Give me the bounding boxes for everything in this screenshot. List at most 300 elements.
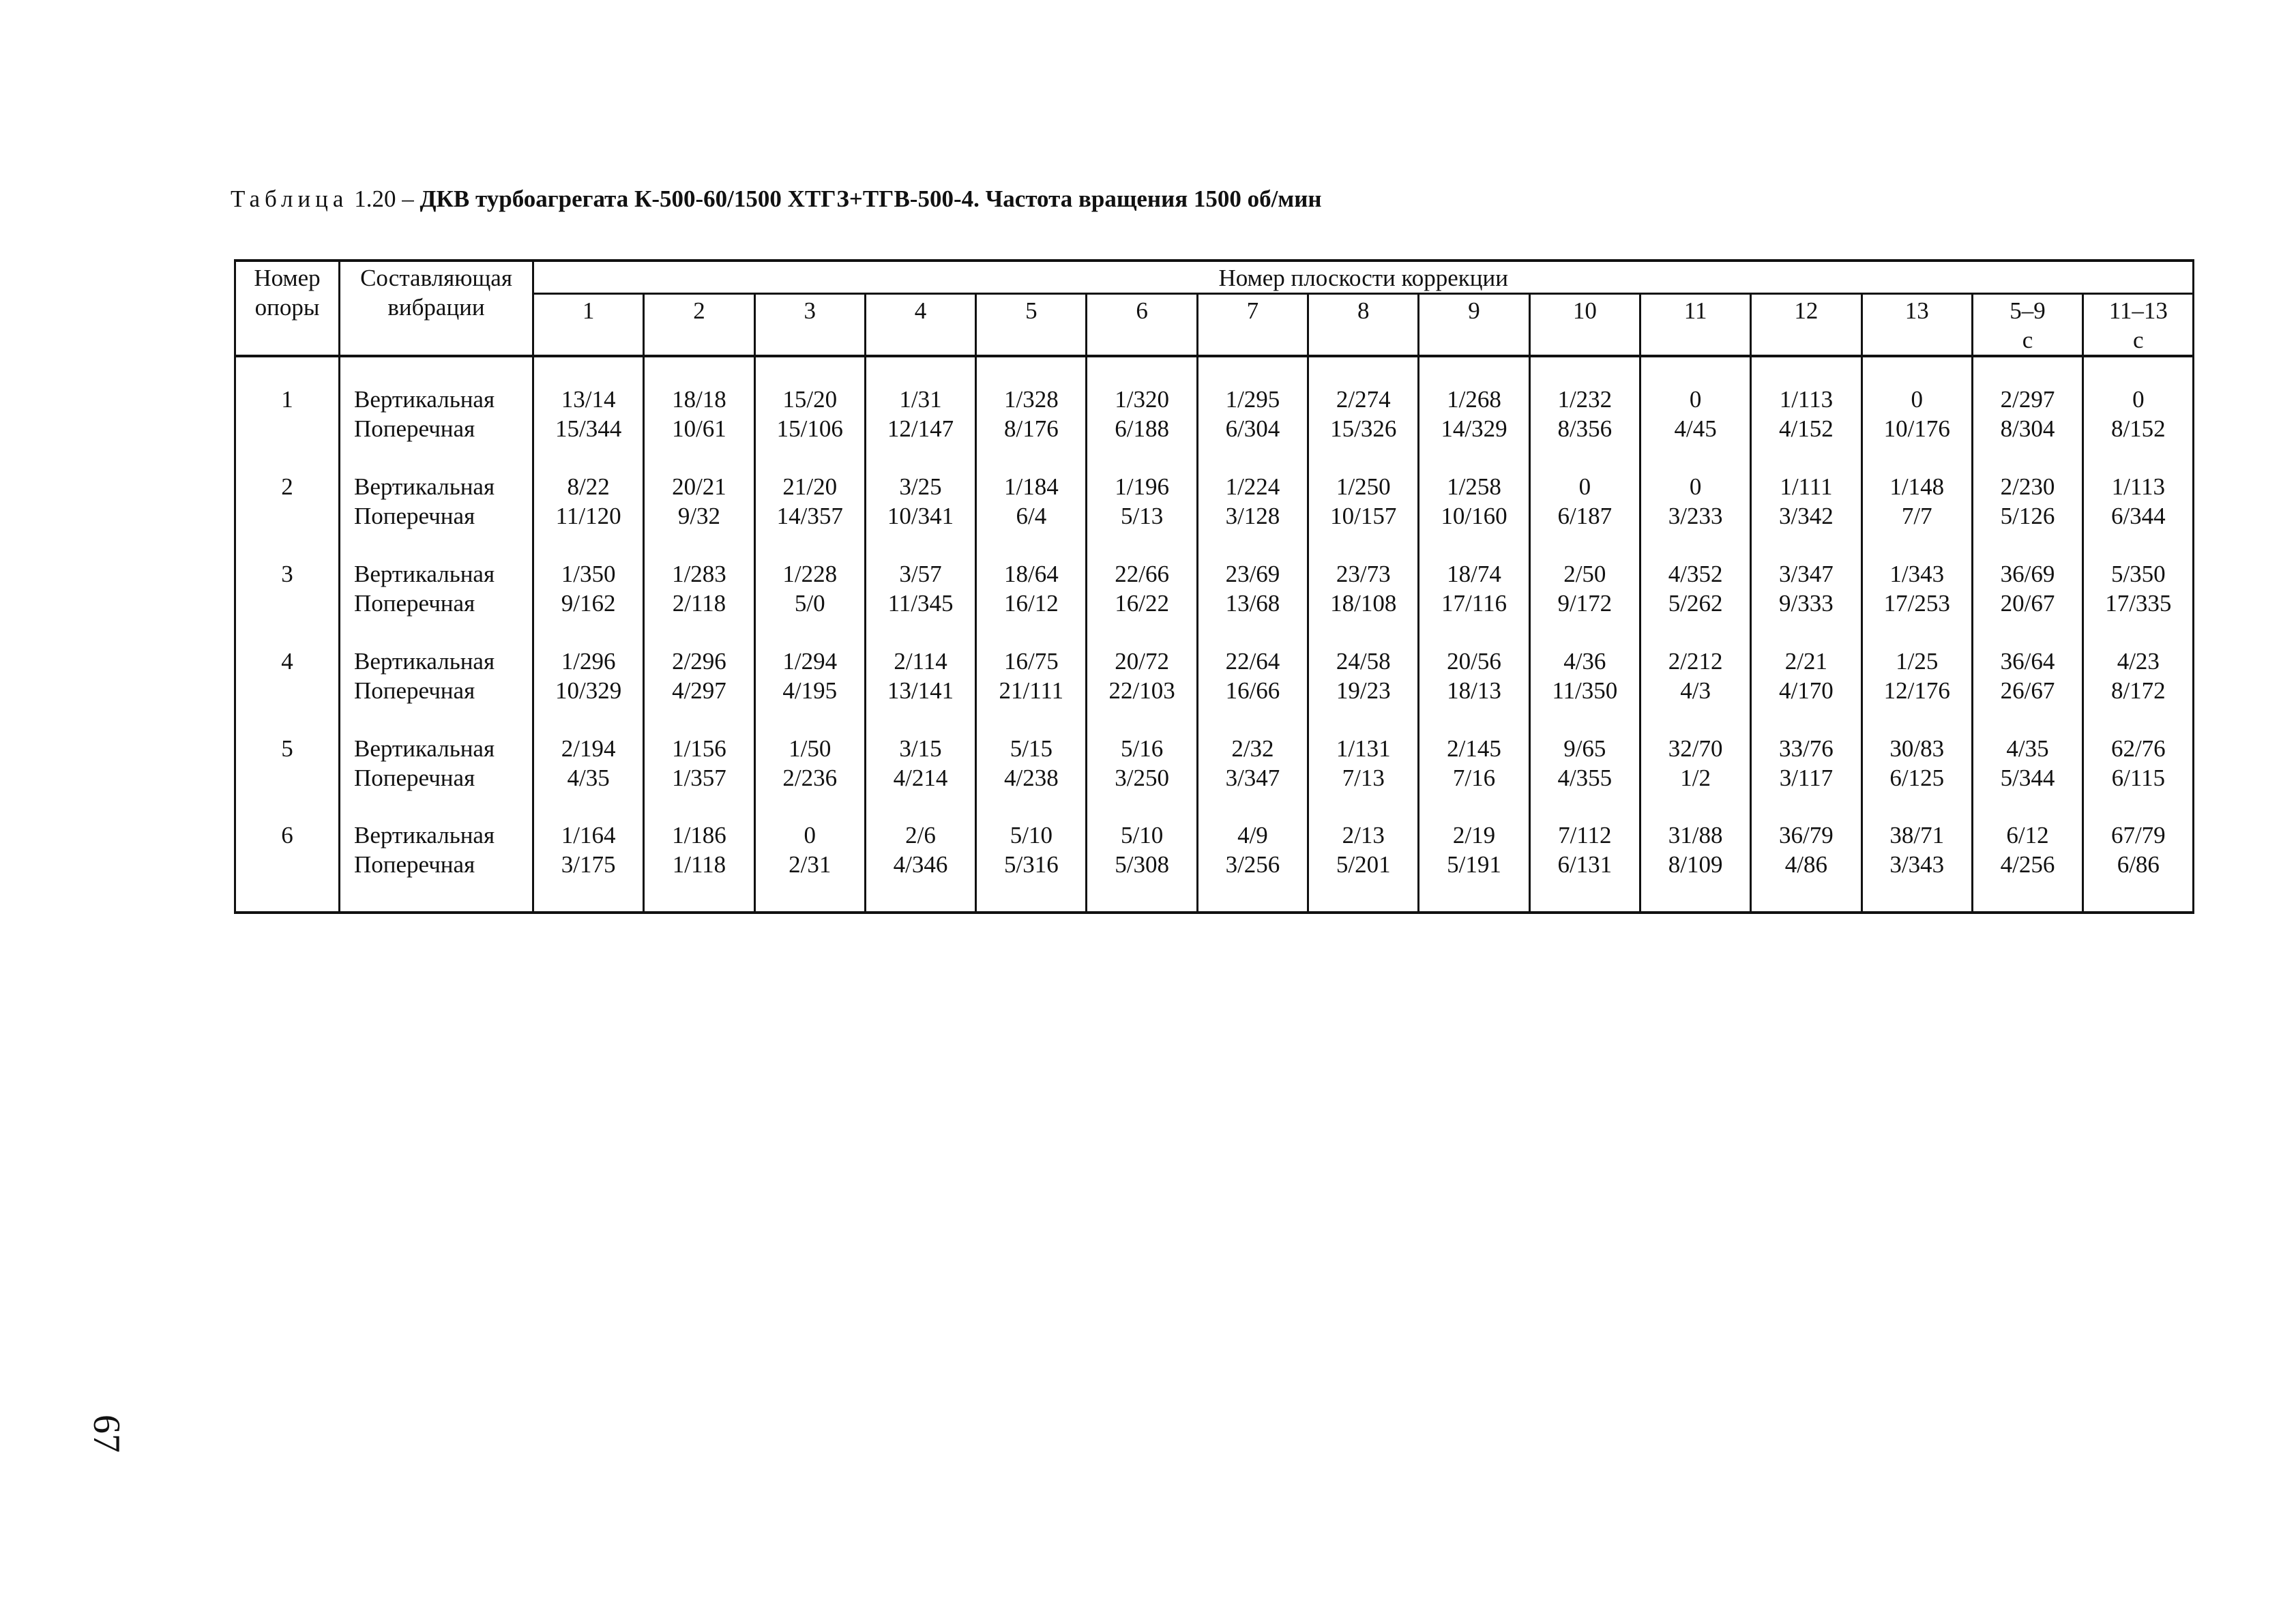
vertical-value: 1/294 [782,647,838,675]
vertical-value: 4/36 [1563,647,1606,675]
transverse-value: 3/347 [1225,764,1280,791]
value-cell [976,619,1087,707]
table-row [235,445,2194,532]
vertical-value: 9/65 [1563,735,1606,762]
plane-header-cell: 6 [1087,294,1197,357]
transverse-value: 9/333 [1779,589,1834,617]
transverse-value: 2/236 [782,764,838,791]
value-cell [2083,793,2194,913]
vertical-value: 23/73 [1336,560,1391,587]
vertical-value: 0 [1578,473,1591,500]
vertical-value: 1/268 [1447,386,1501,413]
transverse-value: 8/109 [1668,851,1723,878]
transverse-value: 2/118 [672,589,726,617]
plane-header-cell: 3 [754,294,865,357]
value-cell [1419,793,1529,913]
value-cell [1640,356,1750,445]
vertical-value: 1/296 [561,647,616,675]
vertical-value: 4/23 [2117,647,2160,675]
value-cell [533,793,644,913]
transverse-value: 5/126 [2000,502,2055,529]
transverse-value: 6/187 [1557,502,1613,529]
transverse-value: 8/152 [2110,415,2166,442]
transverse-value: 11/120 [555,502,621,529]
transverse-value: 18/13 [1447,677,1501,704]
value-cell [1087,532,1197,619]
vertical-value: 31/88 [1668,822,1723,849]
value-cell [1087,619,1197,707]
transverse-value: 8/172 [2110,677,2166,704]
transverse-value: 17/335 [2105,589,2172,617]
vertical-value: 1/196 [1115,473,1169,500]
value-cell [2083,356,2194,445]
value-cell [1087,707,1197,794]
plane-header-cell: 5 [976,294,1087,357]
value-cell [1751,356,1861,445]
vertical-value: 8/22 [567,473,610,500]
transverse-value: 12/147 [887,415,954,442]
plane-header-cell: 7 [1197,294,1308,357]
value-cell [865,707,975,794]
value-cell [1972,793,2082,913]
vertical-value: 2/296 [672,647,726,675]
value-cell [1419,532,1529,619]
transverse-value: 6/304 [1225,415,1280,442]
value-cell [1972,356,2082,445]
table-row [235,619,2194,707]
transverse-value: 3/233 [1668,502,1723,529]
vertical-value: 5/10 [1010,822,1053,849]
component-cell [340,619,533,707]
transverse-label: Поперечная [354,764,475,791]
vertical-value: 2/6 [905,822,936,849]
value-cell [533,707,644,794]
vertical-value: 1/148 [1889,473,1945,500]
transverse-value: 5/316 [1003,851,1059,878]
header-support-number: Номер опоры [235,261,340,356]
vertical-value: 32/70 [1668,735,1723,762]
value-cell [976,445,1087,532]
vertical-value: 2/145 [1447,735,1501,762]
transverse-value: 13/68 [1225,589,1280,617]
transverse-value: 6/344 [2110,502,2166,529]
value-cell [865,793,975,913]
transverse-value: 4/346 [893,851,948,878]
vertical-value: 1/343 [1889,560,1945,587]
value-cell [1751,619,1861,707]
plane-header-cell: 8 [1308,294,1419,357]
vertical-value: 33/76 [1779,735,1834,762]
value-cell [1308,707,1419,794]
vertical-value: 20/21 [672,473,726,500]
value-cell [1972,532,2082,619]
value-cell [1308,445,1419,532]
value-cell [976,793,1087,913]
value-cell [1419,619,1529,707]
transverse-label: Поперечная [354,677,475,704]
transverse-value: 5/262 [1668,589,1723,617]
vertical-value: 1/228 [782,560,838,587]
plane-header-cell: 5–9 с [1972,294,2082,357]
value-cell [1087,793,1197,913]
transverse-value: 5/13 [1121,502,1164,529]
value-cell [1308,619,1419,707]
vertical-value: 5/10 [1121,822,1164,849]
transverse-value: 4/45 [1674,415,1717,442]
header-correction-plane-group: Номер плоскости коррекции [533,261,2194,294]
value-cell [754,707,865,794]
value-cell [1640,707,1750,794]
value-cell [533,619,644,707]
plane-header-cell: 9 [1419,294,1529,357]
plane-header-cell: 11 [1640,294,1750,357]
transverse-value: 1/2 [1680,764,1711,791]
transverse-value: 4/35 [567,764,610,791]
value-cell [533,445,644,532]
vertical-value: 2/13 [1342,822,1385,849]
transverse-value: 9/172 [1557,589,1613,617]
value-cell [1197,707,1308,794]
value-cell [644,707,754,794]
value-cell [1861,532,1972,619]
vertical-value: 1/184 [1003,473,1059,500]
transverse-value: 16/12 [1003,589,1059,617]
value-cell [644,532,754,619]
transverse-value: 4/256 [2000,851,2055,878]
value-cell [976,532,1087,619]
vertical-value: 1/283 [672,560,726,587]
vertical-value: 67/79 [2110,822,2166,849]
transverse-label: Поперечная [354,502,475,529]
vertical-value: 1/131 [1336,735,1391,762]
vertical-value: 18/18 [672,386,726,413]
transverse-value: 9/162 [561,589,616,617]
vertical-value: 1/25 [1896,647,1939,675]
vertical-value: 5/16 [1121,735,1164,762]
plane-header-cell: 4 [865,294,975,357]
transverse-value: 7/13 [1342,764,1385,791]
value-cell [644,445,754,532]
vertical-value: 2/274 [1336,386,1391,413]
value-cell [865,445,975,532]
support-number-cell: 2 [235,445,340,532]
transverse-value: 3/128 [1225,502,1280,529]
vertical-value: 23/69 [1225,560,1280,587]
transverse-value: 3/256 [1225,851,1280,878]
transverse-value: 10/329 [555,677,622,704]
vertical-label: Вертикальная [354,473,495,500]
transverse-value: 3/250 [1115,764,1169,791]
transverse-value: 8/176 [1003,415,1059,442]
transverse-value: 4/170 [1779,677,1834,704]
value-cell [1751,532,1861,619]
component-cell [340,532,533,619]
transverse-value: 4/214 [893,764,948,791]
transverse-value: 11/350 [1552,677,1618,704]
value-cell [1197,445,1308,532]
plane-header-cell: 13 [1861,294,1972,357]
vertical-value: 2/212 [1668,647,1723,675]
support-number-cell: 4 [235,619,340,707]
transverse-value: 22/103 [1108,677,1175,704]
vertical-value: 36/69 [2000,560,2055,587]
value-cell [1529,445,1640,532]
transverse-value: 7/7 [1901,502,1932,529]
header-vibration-component: Составляющая вибрации [340,261,533,356]
component-cell [340,445,533,532]
plane-header-cell: 11–13 с [2083,294,2194,357]
value-cell [644,793,754,913]
value-cell [1197,532,1308,619]
value-cell [644,619,754,707]
vertical-value: 36/64 [2000,647,2055,675]
transverse-value: 18/108 [1330,589,1397,617]
value-cell [865,356,975,445]
transverse-value: 1/118 [672,851,726,878]
transverse-value: 13/141 [887,677,954,704]
component-cell [340,707,533,794]
vertical-value: 2/230 [2000,473,2055,500]
value-cell [1861,707,1972,794]
value-cell [1197,793,1308,913]
transverse-value: 16/22 [1115,589,1169,617]
transverse-value: 4/238 [1003,764,1059,791]
value-cell [1861,356,1972,445]
vertical-value: 1/50 [789,735,831,762]
value-cell [754,445,865,532]
value-cell [1861,619,1972,707]
transverse-value: 4/86 [1784,851,1828,878]
transverse-value: 19/23 [1336,677,1391,704]
value-cell [865,619,975,707]
caption-number: 1.20 – [354,186,414,212]
vertical-value: 2/114 [894,647,947,675]
value-cell [1861,793,1972,913]
vertical-value: 1/250 [1336,473,1391,500]
vertical-value: 3/347 [1779,560,1834,587]
vertical-value: 15/20 [782,386,838,413]
vertical-value: 24/58 [1336,647,1391,675]
vertical-value: 1/113 [2111,473,2166,500]
value-cell [1419,356,1529,445]
value-cell [976,707,1087,794]
value-cell [1640,793,1750,913]
value-cell [1308,793,1419,913]
vertical-value: 2/194 [561,735,616,762]
transverse-value: 5/201 [1336,851,1391,878]
vertical-value: 13/14 [561,386,616,413]
transverse-value: 5/308 [1115,851,1169,878]
transverse-value: 4/3 [1680,677,1711,704]
value-cell [1529,707,1640,794]
transverse-value: 6/131 [1557,851,1613,878]
vertical-value: 1/224 [1225,473,1280,500]
support-number-cell: 5 [235,707,340,794]
transverse-value: 4/297 [672,677,726,704]
vertical-value: 3/57 [899,560,942,587]
transverse-value: 6/125 [1889,764,1945,791]
value-cell [1861,445,1972,532]
value-cell [2083,619,2194,707]
vertical-value: 2/21 [1784,647,1828,675]
value-cell [1308,532,1419,619]
vertical-value: 4/35 [2006,735,2049,762]
table-body [235,356,2194,913]
value-cell [1087,445,1197,532]
vertical-value: 1/156 [672,735,726,762]
vertical-value: 3/25 [899,473,942,500]
support-number-cell: 6 [235,793,340,913]
vertical-value: 2/50 [1563,560,1606,587]
transverse-value: 6/4 [1016,502,1047,529]
transverse-value: 8/304 [2000,415,2055,442]
transverse-value: 8/356 [1557,415,1613,442]
caption-label: Таблица [231,186,349,212]
vertical-value: 0 [1689,473,1702,500]
transverse-value: 2/31 [789,851,831,878]
vertical-label: Вертикальная [354,735,495,762]
transverse-value: 14/357 [776,502,843,529]
table-header-row [235,261,2194,294]
value-cell [2083,532,2194,619]
transverse-value: 11/345 [887,589,954,617]
transverse-value: 6/188 [1115,415,1169,442]
transverse-value: 5/191 [1447,851,1501,878]
transverse-value: 14/329 [1441,415,1507,442]
vertical-value: 1/232 [1557,386,1613,413]
vertical-value: 0 [1911,386,1923,413]
value-cell [1640,445,1750,532]
value-cell [1529,532,1640,619]
transverse-value: 15/326 [1330,415,1397,442]
value-cell [533,532,644,619]
transverse-value: 10/61 [672,415,726,442]
vertical-value: 18/74 [1447,560,1501,587]
transverse-value: 17/253 [1883,589,1950,617]
vertical-value: 20/56 [1447,647,1501,675]
vertical-value: 16/75 [1003,647,1059,675]
support-number-cell: 1 [235,356,340,445]
value-cell [1751,445,1861,532]
page-number: 67 [85,1415,128,1453]
value-cell [1529,619,1640,707]
vertical-value: 1/320 [1115,386,1169,413]
vertical-value: 0 [804,822,816,849]
vertical-value: 0 [1689,386,1702,413]
vertical-value: 22/64 [1225,647,1280,675]
value-cell [1308,356,1419,445]
vertical-value: 5/350 [2110,560,2166,587]
value-cell [1972,619,2082,707]
transverse-value: 1/357 [672,764,726,791]
transverse-value: 3/117 [1779,764,1834,791]
value-cell [1529,793,1640,913]
vertical-value: 1/258 [1447,473,1501,500]
transverse-value: 3/343 [1889,851,1945,878]
plane-header-cell: 10 [1529,294,1640,357]
transverse-label: Поперечная [354,415,475,442]
transverse-value: 6/86 [2117,851,2160,878]
vertical-value: 6/12 [2006,822,2049,849]
plane-header-cell: 12 [1751,294,1861,357]
value-cell [1087,356,1197,445]
transverse-value: 26/67 [2000,677,2055,704]
value-cell [754,532,865,619]
vertical-value: 36/79 [1779,822,1834,849]
transverse-value: 16/66 [1225,677,1280,704]
transverse-value: 10/176 [1883,415,1950,442]
transverse-value: 5/344 [2000,764,2055,791]
component-cell [340,793,533,913]
plane-header-cell: 2 [644,294,754,357]
value-cell [865,532,975,619]
transverse-value: 3/175 [561,851,616,878]
table-caption [231,184,1322,214]
vertical-value: 18/64 [1003,560,1059,587]
transverse-value: 7/16 [1452,764,1496,791]
vertical-value: 4/9 [1237,822,1268,849]
value-cell [644,356,754,445]
vertical-label: Вертикальная [354,647,495,675]
transverse-label: Поперечная [354,851,475,878]
transverse-value: 10/160 [1441,502,1507,529]
value-cell [976,356,1087,445]
table-row [235,532,2194,619]
value-cell [1197,356,1308,445]
transverse-value: 5/0 [794,589,825,617]
vertical-value: 2/32 [1231,735,1274,762]
table-row [235,707,2194,794]
value-cell [1751,793,1861,913]
value-cell [2083,707,2194,794]
transverse-value: 17/116 [1441,589,1507,617]
vertical-value: 2/19 [1452,822,1496,849]
vertical-value: 7/112 [1558,822,1612,849]
vertical-label: Вертикальная [354,560,495,587]
vertical-value: 1/295 [1225,386,1280,413]
transverse-value: 3/342 [1779,502,1834,529]
vertical-value: 1/111 [1780,473,1833,500]
vertical-value: 1/186 [672,822,726,849]
value-cell [1419,445,1529,532]
vertical-value: 3/15 [899,735,942,762]
value-cell [754,793,865,913]
vertical-value: 22/66 [1115,560,1169,587]
transverse-value: 10/341 [887,502,954,529]
vertical-value: 30/83 [1889,735,1945,762]
value-cell [2083,445,2194,532]
value-cell [1529,356,1640,445]
plane-header-cell: 1 [533,294,644,357]
transverse-value: 4/195 [782,677,838,704]
vertical-value: 1/31 [899,386,942,413]
transverse-value: 12/176 [1883,677,1950,704]
vertical-value: 1/113 [1779,386,1834,413]
component-cell [340,356,533,445]
correction-plane-table [234,259,2194,914]
vertical-value: 20/72 [1115,647,1169,675]
transverse-value: 4/152 [1779,415,1834,442]
vertical-label: Вертикальная [354,822,495,849]
transverse-value: 10/157 [1330,502,1397,529]
vertical-value: 5/15 [1010,735,1053,762]
vertical-value: 0 [2132,386,2145,413]
table-row [235,356,2194,445]
vertical-value: 1/164 [561,822,616,849]
caption-title: ДКВ турбоагрегата К-500-60/1500 ХТГЗ+ТГВ-500-4. Частота вращения 1500 об/мин [420,186,1322,212]
vertical-value: 21/20 [782,473,838,500]
value-cell [1751,707,1861,794]
